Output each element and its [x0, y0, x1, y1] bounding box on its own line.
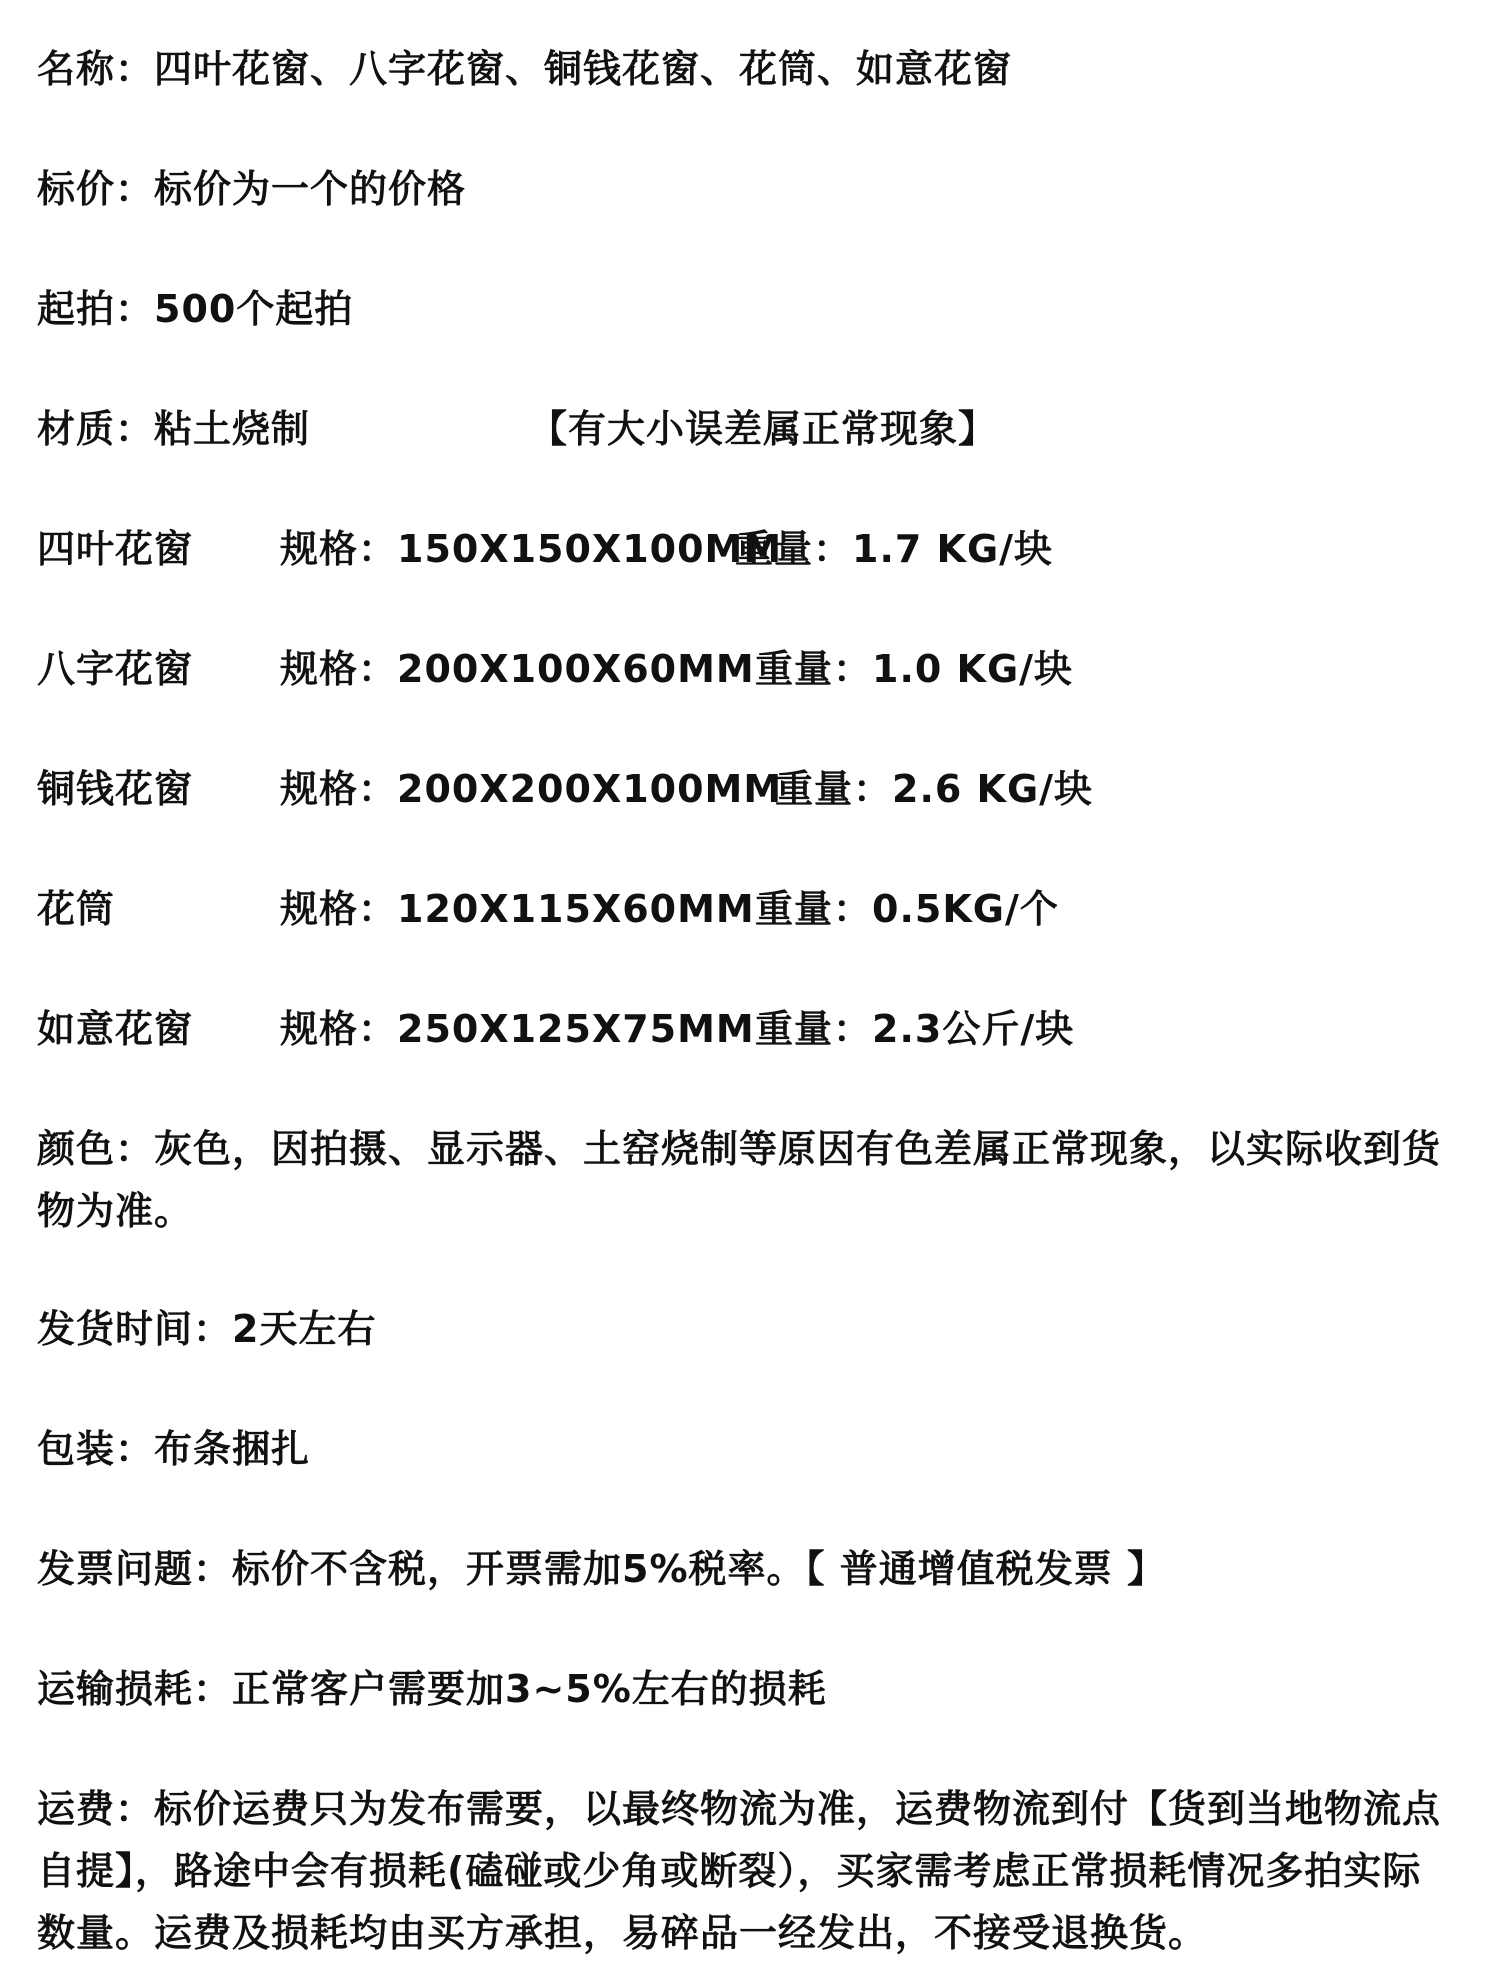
material-note: 【有大小误差属正常现象】	[529, 407, 998, 451]
loss-line: 运输损耗：正常客户需要加3~5%左右的损耗	[37, 1667, 827, 1711]
packing-line: 包装：布条捆扎	[37, 1427, 311, 1471]
spec-size: 规格：150X150X100MM	[280, 527, 783, 571]
color-paragraph: 颜色：灰色，因拍摄、显示器、土窑烧制等原因有色差属正常现象，以实际收到货物为准。	[37, 1127, 1442, 1233]
spec-weight: 重量：2.3公斤/块	[755, 1007, 1075, 1051]
spec-size: 规格：250X125X75MM	[280, 1007, 755, 1051]
shipping-time-line: 发货时间：2天左右	[37, 1307, 377, 1351]
name-line: 名称：四叶花窗、八字花窗、铜钱花窗、花筒、如意花窗	[37, 47, 1013, 91]
spec-size: 规格：120X115X60MM	[280, 887, 755, 931]
spec-size: 规格：200X100X60MM	[280, 647, 755, 691]
spec-weight: 重量：1.7 KG/块	[735, 527, 1054, 571]
spec-size: 规格：200X200X100MM	[280, 767, 783, 811]
price-line: 标价：标价为一个的价格	[37, 167, 467, 211]
spec-weight: 重量：0.5KG/个	[755, 887, 1059, 931]
freight-paragraph: 运费：标价运费只为发布需要，以最终物流为准，运费物流到付【货到当地物流点自提】，路途中会有损耗(磕碰或少角或断裂），买家需考虑正常损耗情况多拍实际数量。运费及损耗均由买方承担，易碎品一经发出，不接受退换货。	[37, 1787, 1442, 1955]
spec-weight: 重量：2.6 KG/块	[775, 767, 1094, 811]
spec-name: 铜钱花窗	[37, 767, 194, 811]
material-label: 材质：粘土烧制	[37, 407, 311, 451]
spec-name: 花筒	[37, 887, 116, 931]
spec-name: 如意花窗	[37, 1007, 194, 1051]
spec-name: 八字花窗	[37, 647, 194, 691]
spec-name: 四叶花窗	[37, 527, 194, 571]
spec-weight: 重量：1.0 KG/块	[755, 647, 1074, 691]
product-description	[37, 0, 1467, 1955]
invoice-line: 发票问题：标价不含税，开票需加5%税率。【 普通增值税发票 】	[37, 1547, 1166, 1591]
moq-line: 起拍：500个起拍	[37, 287, 354, 331]
material-line	[37, 398, 1457, 460]
